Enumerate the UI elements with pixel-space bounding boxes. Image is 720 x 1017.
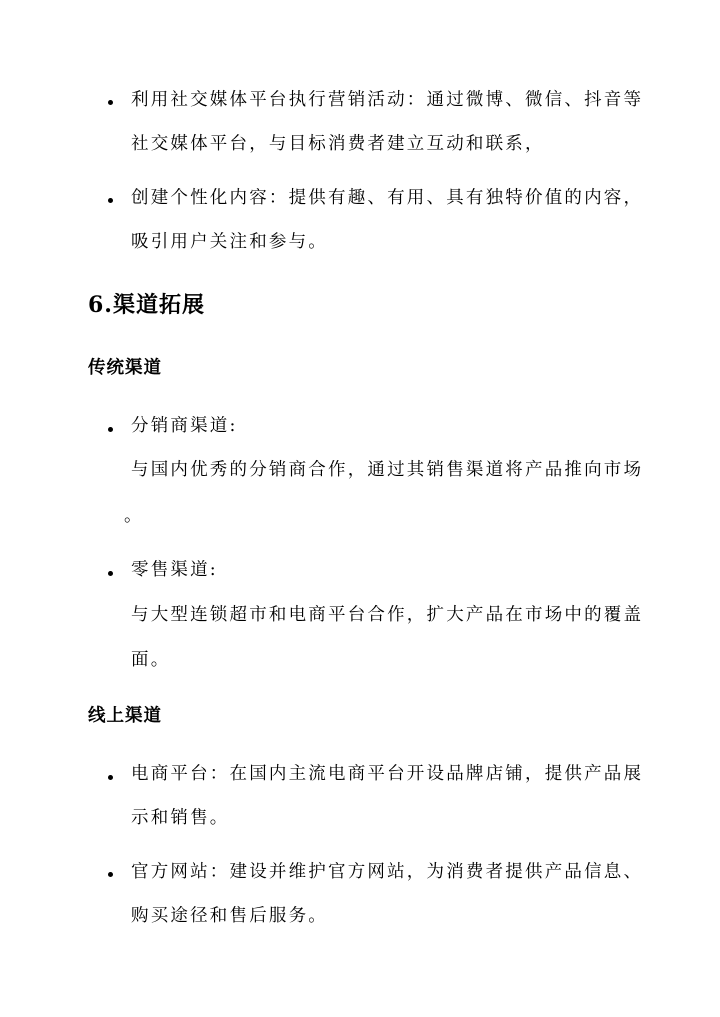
bullet-dot — [108, 198, 113, 203]
bullet-dot — [108, 571, 113, 576]
subsection-heading: 传统渠道 — [88, 358, 162, 378]
list-item-title: 零售渠道: — [131, 560, 218, 580]
list-item-line: 吸引用户关注和参与。 — [131, 232, 328, 252]
list-item-line: 与国内优秀的分销商合作，通过其销售渠道将产品推向市场 — [131, 460, 644, 480]
list-item-line: 示和销售。 — [131, 808, 230, 828]
list-item-line: 与大型连锁超市和电商平台合作，扩大产品在市场中的覆盖 — [131, 605, 644, 625]
list-item-line: 电商平台：在国内主流电商平台开设品牌店铺，提供产品展 — [131, 764, 644, 784]
list-item-line: 利用社交媒体平台执行营销活动：通过微博、微信、抖音等 — [131, 90, 644, 110]
subsection-heading: 线上渠道 — [88, 706, 162, 726]
list-item-line: 官方网站：建设并维护官方网站，为消费者提供产品信息、 — [131, 862, 644, 882]
bullet-dot — [108, 427, 113, 432]
bullet-dot — [108, 872, 113, 877]
list-item-line: 购买途径和售后服务。 — [131, 906, 328, 926]
bullet-dot — [108, 775, 113, 780]
list-item-line: 面。 — [131, 650, 171, 670]
list-item-line: 社交媒体平台，与目标消费者建立互动和联系， — [131, 134, 545, 154]
bullet-dot — [108, 100, 113, 105]
list-item-line: 。 — [124, 506, 144, 526]
list-item-line: 创建个性化内容：提供有趣、有用、具有独特价值的内容， — [131, 188, 644, 208]
list-item-title: 分销商渠道: — [131, 416, 238, 436]
section-heading: 6.渠道拓展 — [88, 292, 205, 318]
